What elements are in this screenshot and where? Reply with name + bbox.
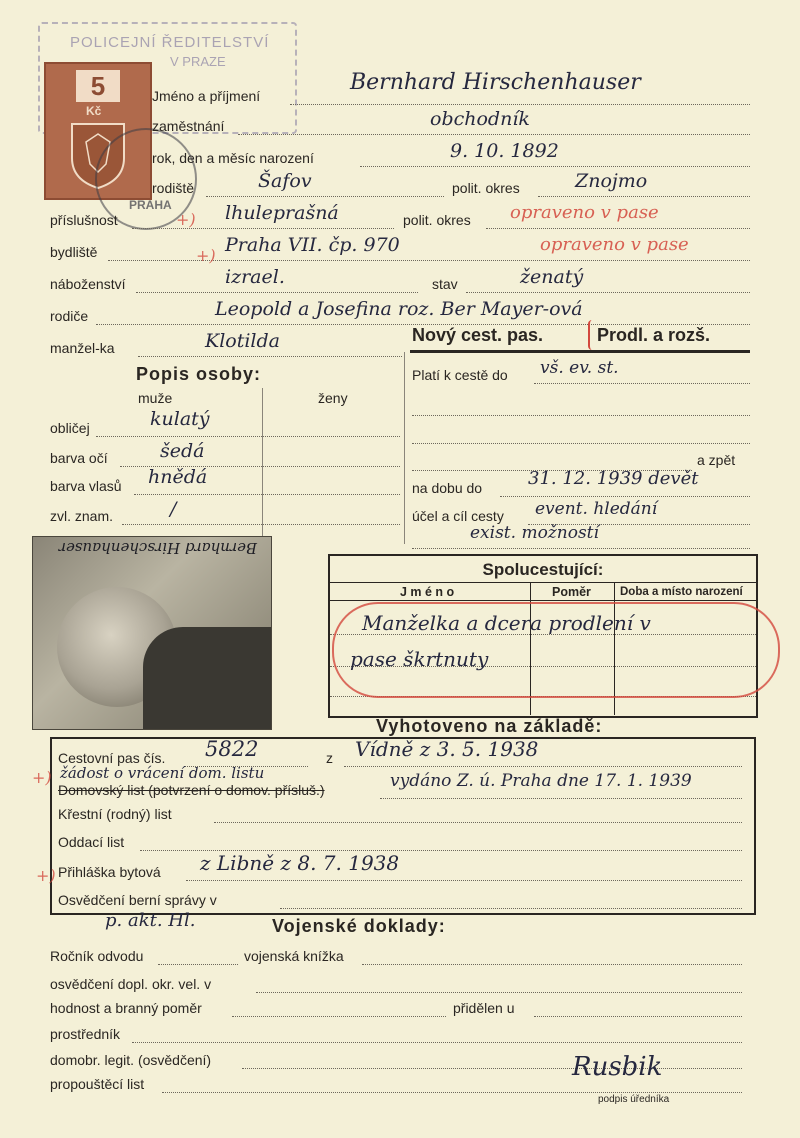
companions-col-name: J m é n o: [400, 585, 455, 599]
registration-label: Přihláška bytová: [58, 864, 161, 880]
citizenship-district-label: polit. okres: [403, 212, 471, 228]
face-label: obličej: [50, 420, 90, 436]
office-stamp-line1: POLICEJNÍ ŘEDITELSTVÍ: [70, 34, 270, 51]
status-label: stav: [432, 276, 458, 292]
birth-district-value: Znojmo: [575, 170, 648, 192]
new-passport-heading: Nový cest. pas.: [412, 325, 544, 345]
female-column-header: ženy: [318, 390, 348, 406]
hair-value: hnědá: [148, 466, 208, 488]
applicant-photo: [32, 536, 272, 730]
eyes-value: šedá: [160, 440, 205, 462]
status-value: ženatý: [520, 266, 584, 288]
name-label: Jméno a příjmení: [152, 88, 261, 104]
cert-label: osvědčení dopl. okr. vel. v: [50, 976, 212, 992]
military-note: p. akt. Hl.: [105, 910, 196, 931]
marriage-label: Oddací list: [58, 834, 125, 850]
red-margin-mark: +): [36, 866, 56, 885]
eyes-label: barva očí: [50, 450, 108, 466]
name-value: Bernhard Hirschenhauser: [350, 70, 641, 95]
registration-value: z Libně z 8. 7. 1938: [200, 851, 400, 875]
revenue-stamp-currency: Kč: [86, 104, 102, 118]
companions-title: Spolucestující:: [482, 560, 604, 579]
extend-passport-heading: Prodl. a rozš.: [597, 325, 711, 345]
baptism-label: Křestní (rodný) list: [58, 806, 172, 822]
passport-number-label: Cestovní pas čís.: [58, 750, 166, 766]
photo-shoulders: [143, 627, 272, 730]
rank-label: hodnost a branný poměr: [50, 1000, 202, 1016]
red-margin-mark: +): [196, 246, 216, 265]
spouse-value: Klotilda: [205, 330, 280, 352]
religion-label: náboženství: [50, 276, 126, 292]
legion-label: domobr. legit. (osvědčení): [50, 1052, 212, 1068]
photo-signature: Bernhard Hirschenhauser: [58, 539, 257, 557]
revenue-stamp-value: 5: [76, 70, 120, 102]
period-label: na dobu do: [412, 480, 483, 496]
marks-label: zvl. znam.: [50, 508, 114, 524]
birth-district-label: polit. okres: [452, 180, 520, 196]
domicile-value: vydáno Z. ú. Praha dne 17. 1. 1939: [390, 771, 692, 791]
purpose-label: účel a cíl cesty: [412, 508, 504, 524]
basis-title: Vyhotoveno na základě:: [376, 716, 603, 736]
hair-label: barva vlasů: [50, 478, 122, 494]
companions-col-birth: Doba a místo narození: [620, 586, 743, 598]
red-margin-mark: +): [32, 768, 52, 787]
companions-red-loop: [332, 602, 780, 698]
period-value: 31. 12. 1939 devět: [528, 468, 699, 489]
citizenship-correction-note: opraveno v pase: [510, 202, 659, 223]
birth-label: rok, den a měsíc narození: [152, 150, 314, 166]
official-signature: Rusbik: [572, 1052, 663, 1082]
residence-value: Praha VII. čp. 970: [225, 234, 400, 256]
valid-label: Platí k cestě do: [412, 367, 508, 383]
citizenship-value: lhuleprašná: [225, 202, 339, 224]
companions-col-relation: Poměr: [552, 585, 591, 599]
year-label: Ročník odvodu: [50, 948, 144, 964]
valid-value: vš. ev. st.: [540, 358, 619, 378]
parents-value: Leopold a Josefina roz. Ber Mayer-ová: [215, 298, 583, 320]
discharge-label: propouštěcí list: [50, 1076, 145, 1092]
office-stamp-line2: V PRAZE: [170, 54, 226, 69]
purpose-line2: exist. možností: [470, 523, 599, 543]
domicile-label: Domovský list (potvrzení o domov. přísluš.): [58, 782, 325, 798]
residence-correction-note: opraveno v pase: [540, 234, 689, 255]
face-value: kulatý: [150, 408, 210, 430]
birthplace-label: rodiště: [152, 180, 195, 196]
companions-line1: Manželka a dcera prodlení v: [362, 611, 651, 635]
purpose-line1: event. hledání: [535, 499, 658, 519]
official-signature-label: podpis úředníka: [598, 1094, 670, 1105]
religion-value: izrael.: [225, 266, 285, 288]
citizenship-label: příslušnost: [50, 212, 118, 228]
description-title: Popis osoby:: [136, 364, 262, 384]
birthplace-value: Šafov: [258, 170, 312, 192]
occupation-value: obchodník: [430, 108, 530, 130]
red-margin-mark: +): [176, 210, 196, 229]
companions-line2: pase škrtnuty: [350, 647, 489, 671]
male-column-header: muže: [138, 390, 173, 406]
passport-number-value: 5822: [205, 737, 259, 761]
extend-circle: [588, 320, 750, 350]
round-seal-text: PRAHA: [129, 198, 172, 212]
occupation-label: zaměstnání: [152, 118, 225, 134]
passport-issued-value: Vídně z 3. 5. 1938: [355, 737, 539, 761]
tax-label: Osvědčení berní správy v: [58, 892, 217, 908]
spouse-label: manžel-ka: [50, 340, 115, 356]
parents-label: rodiče: [50, 308, 89, 324]
passport-z-label: z: [326, 750, 333, 766]
military-title: Vojenské doklady:: [272, 916, 446, 936]
agent-label: prostředník: [50, 1026, 121, 1042]
domicile-overwrite: žádost o vrácení dom. listu: [60, 764, 265, 782]
marks-value: /: [170, 498, 177, 520]
birth-value: 9. 10. 1892: [450, 140, 559, 162]
back-label: a zpět: [697, 452, 736, 468]
residence-label: bydliště: [50, 244, 98, 260]
book-label: vojenská knížka: [244, 948, 344, 964]
assigned-label: přidělen u: [453, 1000, 515, 1016]
